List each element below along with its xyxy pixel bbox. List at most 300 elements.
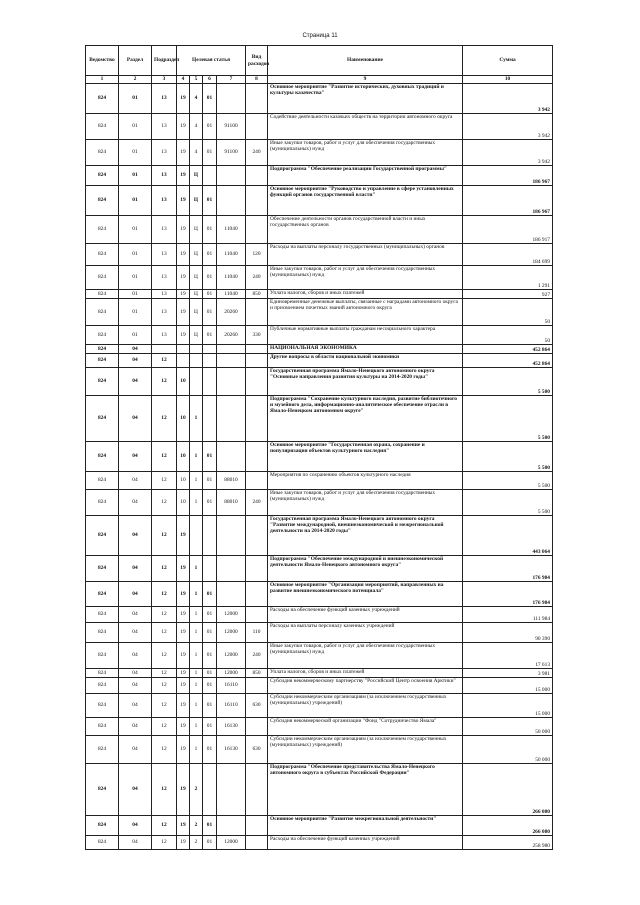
subsection-code: 13 [152,186,177,216]
row-sum: 452 864 [463,354,553,368]
subsection-code: 12 [152,736,177,764]
row-sum: 15 000 [463,694,553,718]
column-number: 6 [203,76,217,84]
section-code: 04 [119,623,152,643]
subprogram-code: 1 [190,736,203,764]
subprogram-code: Ц [190,299,203,326]
row-sum: 111 984 [463,607,553,623]
subsection-code: 12 [152,516,177,556]
expense-type-code [246,582,268,607]
program-code: 19 [177,516,190,556]
row-sum: 927 [463,290,553,299]
row-name: Единовременные денежные выплаты, связанные с наградами автономного округа и присвоением почетных званий автономного округа [268,299,463,326]
direction-code: 91100 [217,140,246,166]
expense-type-code: 110 [246,623,268,643]
column-number: 10 [463,76,553,84]
table-row [86,354,553,368]
subsection-code: 12 [152,816,177,836]
subprogram-code: 1 [190,623,203,643]
program-code: 19 [177,643,190,669]
section-code: 04 [119,368,152,396]
row-sum: 258 980 [463,836,553,850]
direction-code: 11040 [217,216,246,244]
row-name: Расходы на выплаты персоналу государственных (муниципальных) органов [268,244,463,266]
page-label: Страница 11 [302,33,338,39]
header-sum: Сумма [463,46,553,76]
direction-code: 88010 [217,490,246,516]
section-code: 01 [119,216,152,244]
table-row [86,516,553,556]
subprogram-code: 1 [190,582,203,607]
subsection-code: 12 [152,718,177,736]
direction-code: 16110 [217,678,246,694]
subsection-code: 12 [152,472,177,490]
dept-code: 824 [86,643,119,669]
program-code: 19 [177,186,190,216]
row-sum: 443 064 [463,516,553,556]
table-row [86,140,553,166]
table-row [86,396,553,442]
dept-code: 824 [86,836,119,850]
row-sum: 5 500 [463,472,553,490]
subprogram-code [190,354,203,368]
row-name: Субсидии некоммерческим организациям (за исключением государственных (муниципальных) учреждений) [268,694,463,718]
subprogram-code: 1 [190,396,203,442]
subsection-code: 12 [152,669,177,678]
row-sum: 266 080 [463,764,553,816]
direction-code: 11040 [217,266,246,290]
expense-type-code [246,396,268,442]
section-code: 01 [119,114,152,140]
direction-code [217,442,246,472]
program-code: 19 [177,84,190,114]
event-code [203,368,217,396]
event-code: 01 [203,718,217,736]
dept-code: 824 [86,396,119,442]
direction-code [217,345,246,354]
dept-code: 824 [86,166,119,186]
program-code: 19 [177,623,190,643]
dept-code: 824 [86,669,119,678]
direction-code [217,166,246,186]
dept-code: 824 [86,442,119,472]
table-row [86,582,553,607]
table-row [86,368,553,396]
dept-code: 824 [86,694,119,718]
row-name: Уплата налогов, сборов и иных платежей [268,669,463,678]
program-code: 10 [177,490,190,516]
expense-type-code [246,84,268,114]
section-code: 04 [119,678,152,694]
program-code: 19 [177,290,190,299]
column-number: 5 [190,76,203,84]
subprogram-code: 4 [190,114,203,140]
event-code: 01 [203,472,217,490]
section-code: 01 [119,244,152,266]
subprogram-code: Ц [190,244,203,266]
program-code: 19 [177,669,190,678]
header-section: Раздел [119,46,152,76]
row-name: Субсидия некоммерческой организации "Фонд "Сотрудничество Ямала" [268,718,463,736]
table-row [86,216,553,244]
row-sum: 186 967 [463,166,553,186]
direction-code: 11040 [217,244,246,266]
expense-type-code [246,678,268,694]
dept-code: 824 [86,816,119,836]
row-name: Субсидии некоммерческим организациям (за исключением государственных (муниципальных) учреждений) [268,736,463,764]
row-sum: 176 984 [463,556,553,582]
event-code: 01 [203,244,217,266]
expense-type-code: 630 [246,694,268,718]
direction-code [217,186,246,216]
subsection-code: 12 [152,396,177,442]
section-code: 01 [119,266,152,290]
event-code: 01 [203,669,217,678]
program-code: 19 [177,299,190,326]
program-code: 19 [177,582,190,607]
direction-code [217,556,246,582]
column-number: 4 [177,76,190,84]
row-name: Расходы на обеспечение функций казенных учреждений [268,836,463,850]
subsection-code: 13 [152,299,177,326]
column-number-row [86,76,553,84]
row-sum: 50 [463,299,553,326]
table-row [86,266,553,290]
expense-type-code [246,718,268,736]
row-sum: 50 000 [463,736,553,764]
subsection-code: 13 [152,114,177,140]
row-sum: 176 984 [463,582,553,607]
direction-code: 16110 [217,694,246,718]
table-row [86,764,553,816]
row-name: Основное мероприятие "Организация мероприятий, направленных на развитие внешнеэкономического потенциала" [268,582,463,607]
program-code: 19 [177,736,190,764]
subsection-code: 13 [152,290,177,299]
subprogram-code: 1 [190,442,203,472]
dept-code: 824 [86,516,119,556]
row-name: Основное мероприятие "Развитие исторических, духовных традиций и культуры казачества" [268,84,463,114]
direction-code: 12000 [217,643,246,669]
table-row [86,678,553,694]
row-sum: 452 864 [463,345,553,354]
subprogram-code: Ц [190,290,203,299]
section-code: 04 [119,764,152,816]
section-code: 01 [119,186,152,216]
direction-code: 20260 [217,299,246,326]
section-code: 04 [119,582,152,607]
direction-code [217,354,246,368]
event-code: 01 [203,836,217,850]
dept-code: 824 [86,678,119,694]
direction-code: 91100 [217,114,246,140]
row-sum: 5 500 [463,442,553,472]
row-name: Обеспечение деятельности органов государственной власти и иных государственных органов [268,216,463,244]
row-sum: 50 [463,326,553,345]
table-row [86,607,553,623]
section-code: 04 [119,556,152,582]
dept-code: 824 [86,368,119,396]
row-sum: 1 291 [463,266,553,290]
subsection-code: 12 [152,764,177,816]
dept-code: 824 [86,736,119,764]
subprogram-code: 4 [190,84,203,114]
subprogram-code: 1 [190,718,203,736]
subsection-code: 13 [152,216,177,244]
table-row [86,836,553,850]
program-code: 10 [177,368,190,396]
row-sum: 184 699 [463,244,553,266]
direction-code [217,368,246,396]
subprogram-code [190,345,203,354]
dept-code: 824 [86,472,119,490]
table-row [86,326,553,345]
table-row [86,244,553,266]
event-code: 01 [203,216,217,244]
column-number: 1 [86,76,119,84]
row-sum: 186 967 [463,186,553,216]
expense-type-code: 630 [246,736,268,764]
event-code: 01 [203,266,217,290]
section-code: 01 [119,290,152,299]
event-code [203,166,217,186]
program-code: 19 [177,607,190,623]
header-subsection: Подраздел [152,46,177,76]
event-code: 01 [203,326,217,345]
subsection-code: 12 [152,836,177,850]
event-code: 01 [203,607,217,623]
subprogram-code [190,516,203,556]
table-row [86,623,553,643]
expense-type-code [246,764,268,816]
table-row [86,299,553,326]
direction-code [217,516,246,556]
direction-code: 16130 [217,736,246,764]
direction-code: 12000 [217,669,246,678]
event-code: 01 [203,816,217,836]
subsection-code: 13 [152,266,177,290]
table-row [86,736,553,764]
program-code: 10 [177,396,190,442]
dept-code: 824 [86,764,119,816]
dept-code: 824 [86,354,119,368]
subsection-code: 12 [152,368,177,396]
subprogram-code: 2 [190,764,203,816]
program-code: 19 [177,764,190,816]
section-code: 04 [119,396,152,442]
subprogram-code: 1 [190,472,203,490]
program-code: 19 [177,216,190,244]
expense-type-code: 850 [246,669,268,678]
row-name: Подпрограмма "Обеспечение международной и внешнеэкономической деятельности Ямало-Ненецкого автономного округа" [268,556,463,582]
expense-type-code [246,354,268,368]
expense-type-code: 240 [246,490,268,516]
direction-code: 20260 [217,326,246,345]
event-code [203,396,217,442]
subsection-code: 12 [152,623,177,643]
subsection-code: 13 [152,166,177,186]
dept-code: 824 [86,718,119,736]
event-code: 01 [203,490,217,516]
expense-type-code [246,368,268,396]
dept-code: 824 [86,345,119,354]
subprogram-code: 1 [190,643,203,669]
subprogram-code: 1 [190,607,203,623]
subsection-code: 12 [152,582,177,607]
row-name: Иные закупки товаров, работ и услуг для обеспечения государственных (муниципальных) нужд [268,490,463,516]
header-target-article: Целевая статья [177,46,246,76]
expense-type-code: 850 [246,290,268,299]
expense-type-code [246,556,268,582]
column-number: 3 [152,76,177,84]
table-row [86,816,553,836]
program-code [177,345,190,354]
expense-type-code [246,216,268,244]
row-name: Другие вопросы в области национальной экономики [268,354,463,368]
row-sum: 3 942 [463,114,553,140]
row-sum: 3 942 [463,84,553,114]
program-code: 19 [177,678,190,694]
event-code: 01 [203,186,217,216]
direction-code: 11040 [217,290,246,299]
column-number: 2 [119,76,152,84]
subprogram-code: 1 [190,556,203,582]
event-code: 01 [203,84,217,114]
table-row [86,114,553,140]
expense-type-code [246,186,268,216]
direction-code: 12000 [217,623,246,643]
table-row [86,556,553,582]
row-name: Публичные нормативные выплаты гражданам несоциального характера [268,326,463,345]
expense-type-code: 330 [246,326,268,345]
column-number: 8 [246,76,268,84]
table-row [86,84,553,114]
dept-code: 824 [86,84,119,114]
expense-type-code [246,299,268,326]
subsection-code: 12 [152,354,177,368]
row-name: Содействие деятельности казачьих обществ на территории автономного округа [268,114,463,140]
table-row [86,643,553,669]
subsection-code: 12 [152,556,177,582]
subsection-code: 12 [152,607,177,623]
subprogram-code: 1 [190,678,203,694]
row-sum: 15 000 [463,678,553,694]
event-code: 01 [203,623,217,643]
subprogram-code: 1 [190,694,203,718]
subsection-code: 13 [152,244,177,266]
direction-code [217,396,246,442]
subsection-code: 12 [152,678,177,694]
subprogram-code: 1 [190,669,203,678]
row-name: Основное мероприятие "Развитие межрегиональной деятельности" [268,816,463,836]
section-code: 04 [119,472,152,490]
row-name: НАЦИОНАЛЬНАЯ ЭКОНОМИКА [268,345,463,354]
section-code: 04 [119,442,152,472]
row-name: Государственная программа Ямало-Ненецкого автономного округа "Развитие международной, внешнеэкономической и межрегиональной деятельности на 2014-2020 годы" [268,516,463,556]
section-code: 04 [119,607,152,623]
section-code: 01 [119,84,152,114]
header-expense-type: Вид расходов [246,46,268,76]
direction-code [217,582,246,607]
expense-type-code: 240 [246,140,268,166]
header-name: Наименование [268,46,463,76]
section-code: 04 [119,354,152,368]
program-code: 10 [177,472,190,490]
table-row [86,472,553,490]
section-code: 04 [119,816,152,836]
expense-type-code: 240 [246,266,268,290]
subprogram-code [190,368,203,396]
budget-table [85,45,553,850]
row-name: Государственная программа Ямало-Ненецкого автономного округа "Основные направления развития культуры на 2014-2020 годы" [268,368,463,396]
table-row [86,442,553,472]
event-code: 01 [203,582,217,607]
row-name: Расходы на обеспечение функций казенных учреждений [268,607,463,623]
expense-type-code [246,345,268,354]
program-code: 19 [177,694,190,718]
row-name: Основное мероприятие "Государственная охрана, сохранение и популяризация объектов культурного наследия" [268,442,463,472]
table-row [86,186,553,216]
row-name: Подпрограмма "Обеспечение представительства Ямало-Ненецкого автономного округа в субъектах Российской Федерации" [268,764,463,816]
expense-type-code [246,516,268,556]
subprogram-code: Ц [190,166,203,186]
section-code: 01 [119,326,152,345]
dept-code: 824 [86,490,119,516]
dept-code: 824 [86,299,119,326]
dept-code: 824 [86,266,119,290]
subprogram-code: Ц [190,326,203,345]
dept-code: 824 [86,290,119,299]
expense-type-code [246,114,268,140]
event-code: 01 [203,290,217,299]
event-code [203,556,217,582]
row-sum: 90 390 [463,623,553,643]
program-code: 10 [177,442,190,472]
expense-type-code: 120 [246,244,268,266]
event-code: 01 [203,114,217,140]
row-sum: 17 613 [463,643,553,669]
program-code: 19 [177,816,190,836]
table-row [86,718,553,736]
section-code: 04 [119,516,152,556]
table-row [86,290,553,299]
row-sum: 5 500 [463,396,553,442]
subprogram-code: 2 [190,836,203,850]
subprogram-code: Ц [190,216,203,244]
event-code: 01 [203,736,217,764]
expense-type-code [246,442,268,472]
program-code: 19 [177,326,190,345]
dept-code: 824 [86,326,119,345]
subprogram-code: Ц [190,266,203,290]
row-name: Подпрограмма "Сохранение культурного наследия, развитие библиотечного и музейного дела, информационно-аналитическое обеспечение отрасли в Ямало-Ненецком автономном округе" [268,396,463,442]
event-code: 01 [203,694,217,718]
program-code: 19 [177,836,190,850]
row-name: Подпрограмма "Обеспечение реализации Государственной программы" [268,166,463,186]
row-name: Мероприятия по сохранению объектов культурного наследия [268,472,463,490]
row-name: Иные закупки товаров, работ и услуг для обеспечения государственных (муниципальных) нужд [268,140,463,166]
section-code: 01 [119,166,152,186]
program-code: 19 [177,266,190,290]
program-code: 19 [177,556,190,582]
row-sum: 50 000 [463,718,553,736]
expense-type-code [246,836,268,850]
dept-code: 824 [86,140,119,166]
row-sum: 3 981 [463,669,553,678]
section-code: 04 [119,736,152,764]
dept-code: 824 [86,114,119,140]
event-code: 01 [203,643,217,669]
dept-code: 824 [86,623,119,643]
